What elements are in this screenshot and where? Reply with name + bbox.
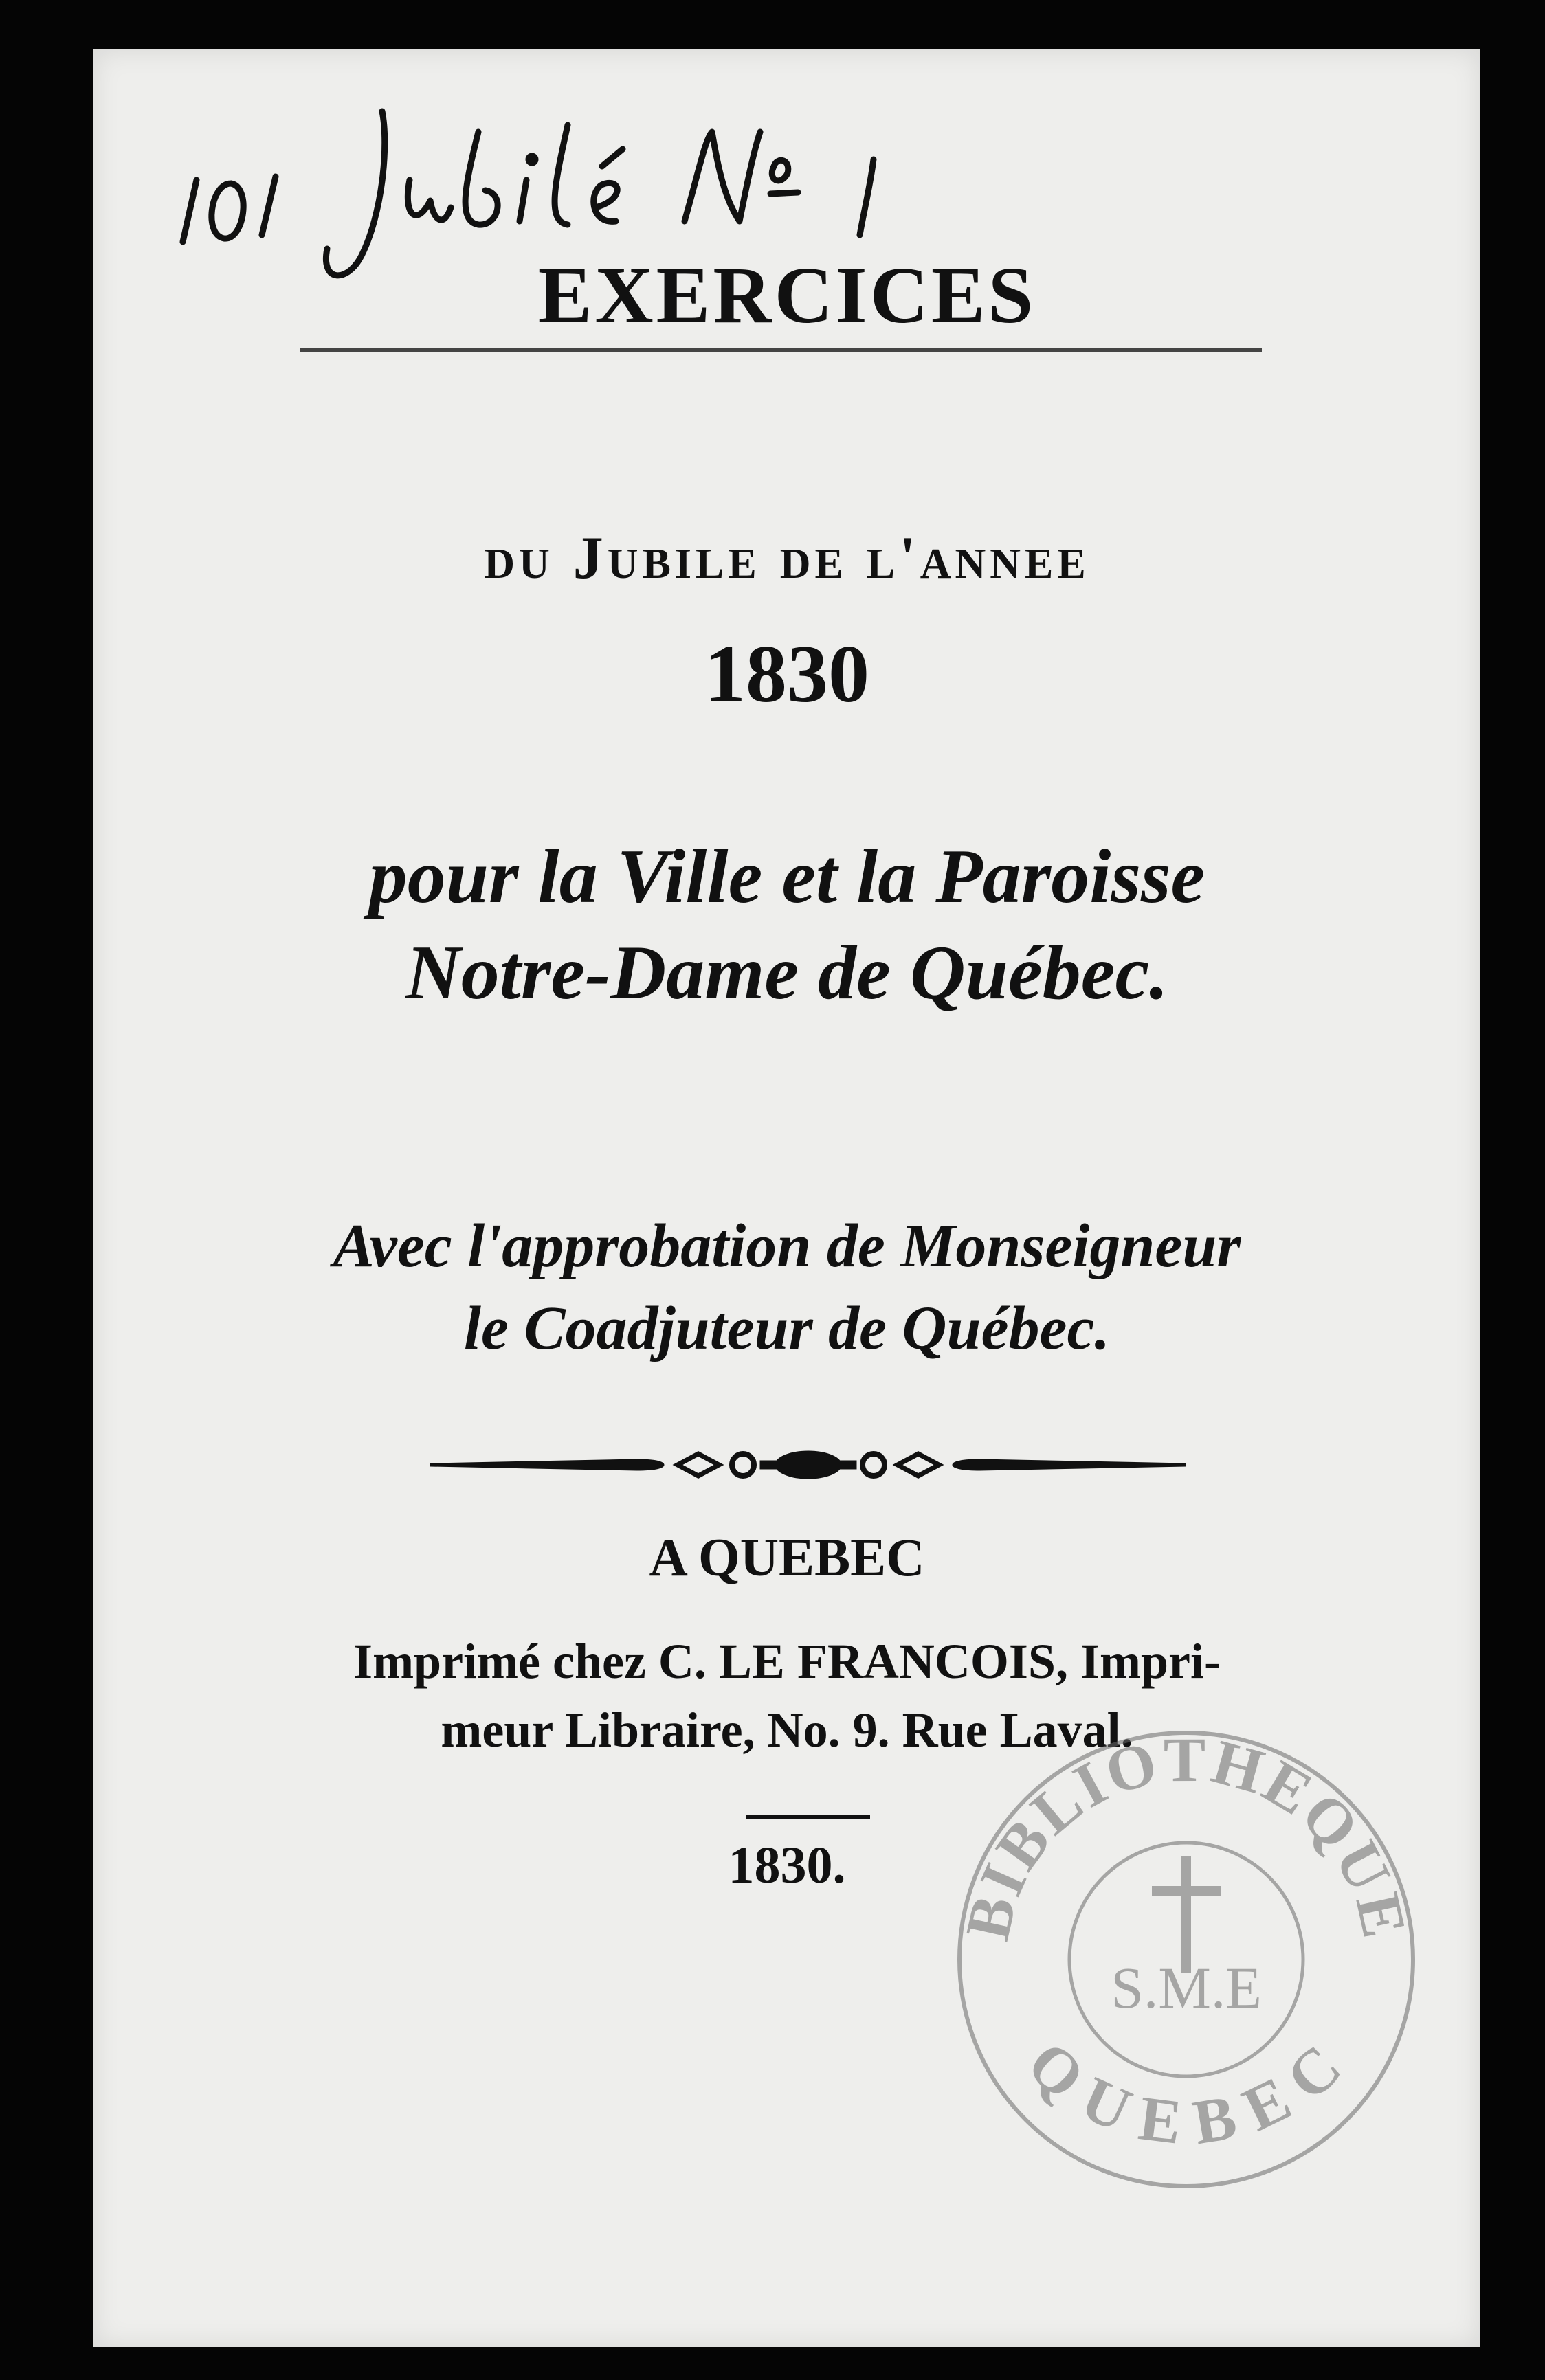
imprint-rule <box>746 1815 870 1819</box>
subtitle: du Jubile de l'annee <box>484 525 1090 592</box>
svg-text:BIBLIOTHEQUE: BIBLIOTHEQUE <box>951 1724 1421 1946</box>
dedication-line-2: Notre-Dame de Québec. <box>405 930 1169 1015</box>
jubilee-year: 1830 <box>704 628 869 719</box>
imprint-year: 1830. <box>728 1837 846 1894</box>
imprint-place: A QUEBEC <box>649 1527 925 1587</box>
approval-line-2: le Coadjuteur de Québec. <box>464 1294 1110 1362</box>
title-page <box>93 49 1480 2347</box>
svg-text:QUEBEC: QUEBEC <box>1014 2027 1359 2158</box>
printers-ornament <box>430 1437 1186 1492</box>
printer-line-1: Imprimé chez C. LE FRANCOIS, Impri- <box>353 1634 1221 1689</box>
approval-line-1: Avec l'approbation de Monseigneur <box>333 1212 1241 1280</box>
title-rule <box>300 348 1262 352</box>
library-stamp <box>925 1685 1447 2207</box>
svg-text:S.M.E: S.M.E <box>1111 1955 1262 2021</box>
dedication-line-1: pour la Ville et la Paroisse <box>368 834 1205 919</box>
page-title: EXERCICES <box>537 250 1036 340</box>
printer-line-2: meur Libraire, No. 9. Rue Laval. <box>441 1703 1133 1758</box>
